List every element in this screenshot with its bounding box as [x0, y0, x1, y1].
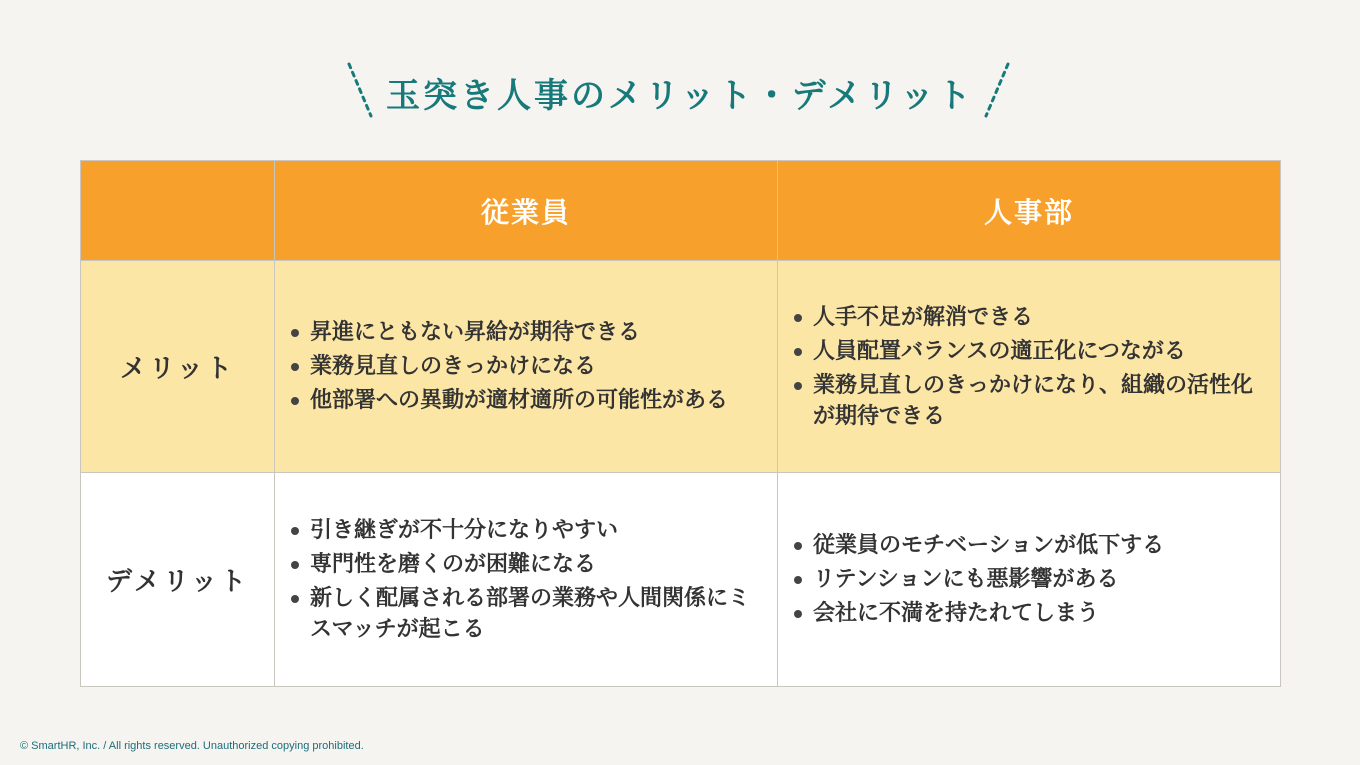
list-item: 専門性を磨くのが困難になる	[289, 549, 769, 580]
list-item: 会社に不満を持たれてしまう	[792, 598, 1272, 629]
bullet-list	[778, 530, 1280, 629]
cell-demerit-hr	[778, 473, 1281, 687]
list-item: リテンションにも悪影響がある	[792, 564, 1272, 595]
bullet-list	[778, 302, 1280, 432]
list-item: 引き継ぎが不十分になりやすい	[289, 515, 769, 546]
cell-merit-hr	[778, 261, 1281, 473]
list-item: 他部署への異動が適材適所の可能性がある	[289, 385, 769, 416]
list-item: 業務見直しのきっかけになる	[289, 351, 769, 382]
row-label-demerit: デメリット	[81, 473, 275, 687]
title-area	[0, 60, 1360, 120]
list-item: 人手不足が解消できる	[792, 302, 1272, 333]
list-item: 人員配置バランスの適正化につながる	[792, 336, 1272, 367]
list-item: 業務見直しのきっかけになり、組織の活性化が期待できる	[792, 370, 1272, 432]
corner-cell	[81, 161, 275, 261]
table-row-demerit	[81, 473, 1281, 687]
bullet-list	[275, 317, 777, 416]
table-row-merit	[81, 261, 1281, 473]
list-item: 従業員のモチベーションが低下する	[792, 530, 1272, 561]
cell-demerit-employee	[275, 473, 778, 687]
table-header-row	[81, 161, 1281, 261]
list-item: 昇進にともない昇給が期待できる	[289, 317, 769, 348]
row-label-merit: メリット	[81, 261, 275, 473]
bullet-list	[275, 515, 777, 645]
page-title: 玉突き人事のメリット・デメリット	[386, 76, 974, 116]
column-header-hr: 人事部	[778, 161, 1281, 261]
right-dashed-accent-icon	[982, 60, 1012, 120]
cell-merit-employee	[275, 261, 778, 473]
list-item: 新しく配属される部署の業務や人間関係にミスマッチが起こる	[289, 583, 769, 645]
comparison-table	[80, 160, 1281, 687]
column-header-employee: 従業員	[275, 161, 778, 261]
copyright-notice: © SmartHR, Inc. / All rights reserved. Unauthorized copying prohibited.	[20, 740, 364, 752]
